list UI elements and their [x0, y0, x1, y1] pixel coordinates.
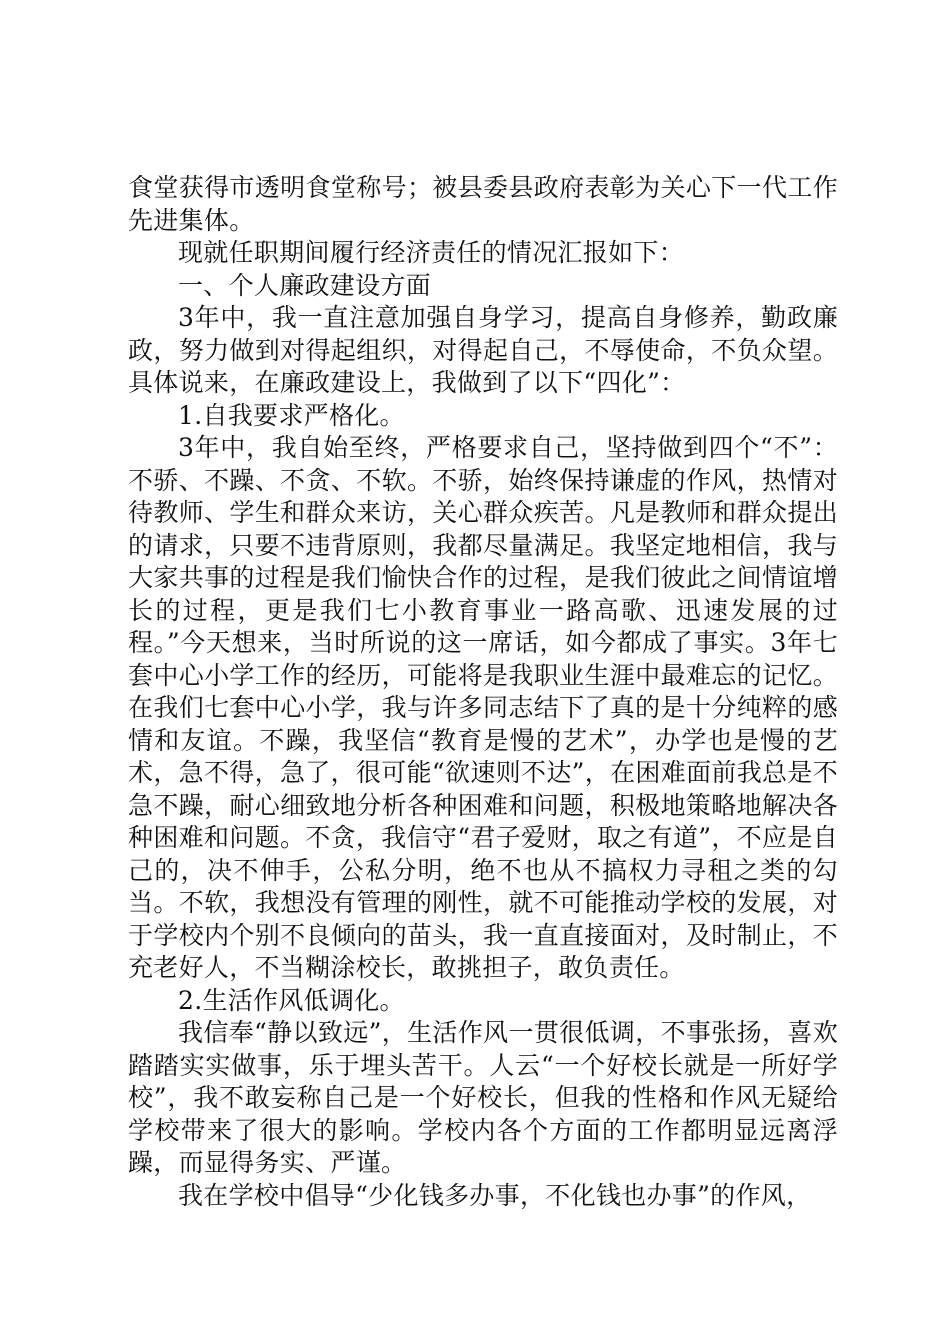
paragraph: 3年中，我一直注意加强自身学习，提高自身修养，勤政廉政，努力做到对得起组织，对得起自己，不辱使命，不负众望。具体说来，在廉政建设上，我做到了以下“四化”：: [128, 303, 838, 397]
subsection-heading: 1.自我要求严格化。: [178, 400, 405, 430]
paragraph: 现就任职期间履行经济责任的情况汇报如下：: [178, 238, 685, 267]
paragraph: 我信奉“静以致远”，生活作风一贯很低调，不事张扬，喜欢踏踏实实做事，乐于埋头苦干。人云“一个好校长就是一所好学校”，我不敢妄称自己是一个好校长，但我的性格和作风无疑给学校带来了很大的影响。学校内各个方面的工作都明显远离浮躁，而显得务实、严谨。: [128, 1018, 838, 1177]
paragraph: 食堂获得市透明食堂称号；被县委县政府表彰为关心下一代工作先进集体。: [128, 173, 838, 235]
paragraph: 3年中，我自始至终，严格要求自己，坚持做到四个“不”：不骄、不躁、不贪、不软。不骄，始终保持谦虚的作风，热情对待教师、学生和群众来访，关心群众疾苦。凡是教师和群众提出的请求，只要不违背原则，我都尽量满足。我坚定地相信，我与大家共事的过程是我们愉快合作的过程，是我们彼此之间情谊增长的过程，更是我们七小教育事业一路高歌、迅速发展的过程。”今天想来，当时所说的这一席话，如今都成了事实。3年七套中心小学工作的经历，可能将是我职业生涯中最难忘的记忆。在我们七套中心小学，我与许多同志结下了真的是十分纯粹的感情和友谊。不躁，我坚信“教育是慢的艺术”，办学也是慢的艺术，急不得，急了，很可能“欲速则不达”，在困难面前我总是不急不躁，耐心细致地分析各种困难和问题，积极地策略地解决各种困难和问题。不贪，我信守“君子爱财，取之有道”，不应是自己的，决不伸手，公私分明，绝不也从不搞权力寻租之类的勾当。不软，我想没有管理的刚性，就不可能推动学校的发展，对于学校内个别不良倾向的苗头，我一直直接面对，及时制止，不充老好人，不当糊涂校长，敢挑担子，敢负责任。: [128, 433, 838, 982]
subsection-heading: 2.生活作风低调化。: [178, 985, 405, 1015]
section-heading: 一、个人廉政建设方面: [178, 270, 432, 300]
document-body: [128, 172, 838, 1212]
paragraph: 我在学校中倡导“少化钱多办事，不化钱也办事”的作风，: [178, 1180, 812, 1210]
